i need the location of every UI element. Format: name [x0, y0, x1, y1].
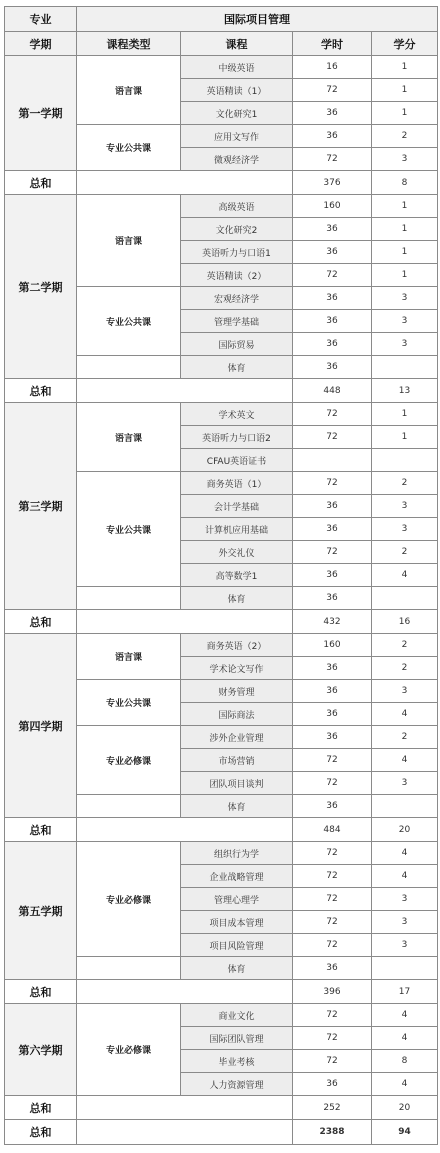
- course-hours: 72: [293, 865, 372, 888]
- semester-name: 第二学期: [5, 195, 77, 379]
- course-hours: 36: [293, 102, 372, 125]
- curriculum-table: [4, 6, 438, 1145]
- course-credits: 3: [372, 934, 438, 957]
- semester-total-row: [5, 980, 438, 1004]
- course-credits: 3: [372, 680, 438, 703]
- course-type: [77, 957, 181, 980]
- semester-total-credits: 13: [372, 379, 438, 403]
- semester-total-row: [5, 171, 438, 195]
- course-name: 文化研究1: [181, 102, 293, 125]
- course-name: 体育: [181, 587, 293, 610]
- course-credits: 1: [372, 403, 438, 426]
- course-name: 国际团队管理: [181, 1027, 293, 1050]
- semester-total-hours: 432: [293, 610, 372, 634]
- semester-total-credits: 20: [372, 818, 438, 842]
- course-credits: 1: [372, 195, 438, 218]
- course-name: 项目风险管理: [181, 934, 293, 957]
- course-hours: 36: [293, 518, 372, 541]
- semester-name: 第四学期: [5, 634, 77, 818]
- course-credits: 4: [372, 703, 438, 726]
- semester-total-label: 总和: [5, 1096, 77, 1120]
- course-hours: 72: [293, 934, 372, 957]
- course-type: 专业必修课: [77, 726, 181, 795]
- course-name: 项目成本管理: [181, 911, 293, 934]
- course-type: 专业必修课: [77, 1004, 181, 1096]
- semester-name: 第六学期: [5, 1004, 77, 1096]
- table-row: [5, 195, 438, 218]
- course-hours: 72: [293, 888, 372, 911]
- course-type: 语言课: [77, 56, 181, 125]
- course-hours: 36: [293, 125, 372, 148]
- course-credits: 2: [372, 634, 438, 657]
- course-hours: 36: [293, 310, 372, 333]
- course-hours: 160: [293, 195, 372, 218]
- semester-total-blank: [77, 610, 293, 634]
- semester-total-credits: 8: [372, 171, 438, 195]
- table-row: [5, 842, 438, 865]
- semester-total-blank: [77, 980, 293, 1004]
- grand-total-credits: 94: [372, 1120, 438, 1145]
- course-hours: 36: [293, 726, 372, 749]
- col-semester-header: 学期: [5, 32, 77, 56]
- semester-total-blank: [77, 171, 293, 195]
- semester-total-label: 总和: [5, 818, 77, 842]
- course-name: 外交礼仪: [181, 541, 293, 564]
- grand-total-blank: [77, 1120, 293, 1145]
- course-name: 管理心理学: [181, 888, 293, 911]
- course-credits: 2: [372, 472, 438, 495]
- course-name: 学术论文写作: [181, 657, 293, 680]
- semester-total-credits: 20: [372, 1096, 438, 1120]
- course-name: 体育: [181, 795, 293, 818]
- course-credits: [372, 587, 438, 610]
- grand-total-hours: 2388: [293, 1120, 372, 1145]
- course-hours: 36: [293, 795, 372, 818]
- semester-total-label: 总和: [5, 980, 77, 1004]
- course-name: 组织行为学: [181, 842, 293, 865]
- course-hours: 72: [293, 79, 372, 102]
- course-type: [77, 356, 181, 379]
- course-credits: [372, 795, 438, 818]
- course-hours: 72: [293, 264, 372, 287]
- course-name: 国际商法: [181, 703, 293, 726]
- course-hours: 72: [293, 1027, 372, 1050]
- course-hours: 36: [293, 587, 372, 610]
- course-credits: 4: [372, 564, 438, 587]
- major-value: 国际项目管理: [77, 7, 438, 32]
- semester-total-row: [5, 379, 438, 403]
- course-hours: 36: [293, 680, 372, 703]
- course-type: 语言课: [77, 403, 181, 472]
- course-hours: 72: [293, 749, 372, 772]
- semester-total-row: [5, 818, 438, 842]
- course-hours: 72: [293, 772, 372, 795]
- course-credits: 1: [372, 102, 438, 125]
- course-type: [77, 587, 181, 610]
- course-credits: 3: [372, 772, 438, 795]
- course-type: 专业公共课: [77, 472, 181, 587]
- course-name: 商务英语（1）: [181, 472, 293, 495]
- course-hours: 36: [293, 218, 372, 241]
- course-name: 商业文化: [181, 1004, 293, 1027]
- course-name: 微观经济学: [181, 148, 293, 171]
- course-name: 文化研究2: [181, 218, 293, 241]
- course-credits: 3: [372, 287, 438, 310]
- course-type: 专业必修课: [77, 842, 181, 957]
- table-row: [5, 1004, 438, 1027]
- col-credits-header: 学分: [372, 32, 438, 56]
- course-hours: 72: [293, 842, 372, 865]
- curriculum-table-container: [4, 6, 438, 1145]
- semester-total-hours: 376: [293, 171, 372, 195]
- course-credits: 4: [372, 1073, 438, 1096]
- course-name: 毕业考核: [181, 1050, 293, 1073]
- semester-total-label: 总和: [5, 610, 77, 634]
- course-name: 企业战略管理: [181, 865, 293, 888]
- course-credits: 2: [372, 125, 438, 148]
- course-name: 人力资源管理: [181, 1073, 293, 1096]
- course-credits: 1: [372, 264, 438, 287]
- course-credits: 3: [372, 310, 438, 333]
- semester-name: 第一学期: [5, 56, 77, 171]
- course-type: 专业公共课: [77, 287, 181, 356]
- course-hours: 72: [293, 1050, 372, 1073]
- course-credits: 1: [372, 241, 438, 264]
- course-name: 涉外企业管理: [181, 726, 293, 749]
- course-credits: [372, 356, 438, 379]
- course-credits: 2: [372, 726, 438, 749]
- course-credits: 3: [372, 518, 438, 541]
- semester-total-row: [5, 1096, 438, 1120]
- table-row: [5, 403, 438, 426]
- course-name: 英语精读（1）: [181, 79, 293, 102]
- course-credits: [372, 449, 438, 472]
- course-name: 应用文写作: [181, 125, 293, 148]
- course-name: 团队项目谈判: [181, 772, 293, 795]
- course-name: 英语精读（2）: [181, 264, 293, 287]
- course-credits: 1: [372, 56, 438, 79]
- course-credits: 3: [372, 911, 438, 934]
- table-row: [5, 56, 438, 79]
- course-credits: 1: [372, 79, 438, 102]
- course-name: 财务管理: [181, 680, 293, 703]
- course-name: 宏观经济学: [181, 287, 293, 310]
- course-name: 英语听力与口语2: [181, 426, 293, 449]
- course-type: 语言课: [77, 195, 181, 287]
- semester-total-blank: [77, 818, 293, 842]
- course-type: 语言课: [77, 634, 181, 680]
- course-hours: 36: [293, 241, 372, 264]
- column-header-row: [5, 32, 438, 56]
- course-credits: 3: [372, 888, 438, 911]
- col-hours-header: 学时: [293, 32, 372, 56]
- major-row: [5, 7, 438, 32]
- semester-total-blank: [77, 1096, 293, 1120]
- semester-name: 第三学期: [5, 403, 77, 610]
- course-hours: 72: [293, 472, 372, 495]
- semester-total-credits: 16: [372, 610, 438, 634]
- course-name: 国际贸易: [181, 333, 293, 356]
- course-name: 会计学基础: [181, 495, 293, 518]
- course-hours: 72: [293, 911, 372, 934]
- course-name: 市场营销: [181, 749, 293, 772]
- semester-total-label: 总和: [5, 171, 77, 195]
- course-hours: 36: [293, 564, 372, 587]
- course-credits: 2: [372, 657, 438, 680]
- semester-total-hours: 396: [293, 980, 372, 1004]
- grand-total-label: 总和: [5, 1120, 77, 1145]
- course-hours: 36: [293, 356, 372, 379]
- curriculum-table-body: [5, 7, 438, 1145]
- course-hours: 72: [293, 1004, 372, 1027]
- course-hours: 36: [293, 333, 372, 356]
- course-hours: 72: [293, 148, 372, 171]
- table-row: [5, 634, 438, 657]
- course-credits: [372, 957, 438, 980]
- semester-total-label: 总和: [5, 379, 77, 403]
- course-credits: 8: [372, 1050, 438, 1073]
- course-hours: 16: [293, 56, 372, 79]
- course-name: 商务英语（2）: [181, 634, 293, 657]
- col-type-header: 课程类型: [77, 32, 181, 56]
- course-credits: 2: [372, 541, 438, 564]
- course-name: 体育: [181, 356, 293, 379]
- course-hours: 36: [293, 957, 372, 980]
- course-hours: 72: [293, 541, 372, 564]
- course-hours: 36: [293, 495, 372, 518]
- course-credits: 4: [372, 1004, 438, 1027]
- semester-total-hours: 484: [293, 818, 372, 842]
- course-credits: 4: [372, 1027, 438, 1050]
- course-name: 高等数学1: [181, 564, 293, 587]
- course-type: [77, 795, 181, 818]
- course-type: 专业公共课: [77, 680, 181, 726]
- course-credits: 4: [372, 749, 438, 772]
- course-credits: 3: [372, 333, 438, 356]
- course-hours: 72: [293, 426, 372, 449]
- course-credits: 1: [372, 218, 438, 241]
- major-label: 专业: [5, 7, 77, 32]
- course-hours: 36: [293, 703, 372, 726]
- course-credits: 4: [372, 842, 438, 865]
- course-name: 高级英语: [181, 195, 293, 218]
- course-hours: 72: [293, 403, 372, 426]
- course-hours: [293, 449, 372, 472]
- semester-total-hours: 448: [293, 379, 372, 403]
- course-name: 计算机应用基础: [181, 518, 293, 541]
- col-course-header: 课程: [181, 32, 293, 56]
- course-credits: 4: [372, 865, 438, 888]
- course-name: 体育: [181, 957, 293, 980]
- course-credits: 3: [372, 495, 438, 518]
- course-credits: 3: [372, 148, 438, 171]
- course-hours: 36: [293, 657, 372, 680]
- semester-name: 第五学期: [5, 842, 77, 980]
- course-name: 管理学基础: [181, 310, 293, 333]
- course-type: 专业公共课: [77, 125, 181, 171]
- course-name: 英语听力与口语1: [181, 241, 293, 264]
- semester-total-blank: [77, 379, 293, 403]
- semester-total-hours: 252: [293, 1096, 372, 1120]
- course-credits: 1: [372, 426, 438, 449]
- grand-total-row: [5, 1120, 438, 1145]
- course-hours: 36: [293, 287, 372, 310]
- semester-total-credits: 17: [372, 980, 438, 1004]
- course-hours: 160: [293, 634, 372, 657]
- course-hours: 36: [293, 1073, 372, 1096]
- semester-total-row: [5, 610, 438, 634]
- course-name: CFAU英语证书: [181, 449, 293, 472]
- course-name: 学术英文: [181, 403, 293, 426]
- course-name: 中级英语: [181, 56, 293, 79]
